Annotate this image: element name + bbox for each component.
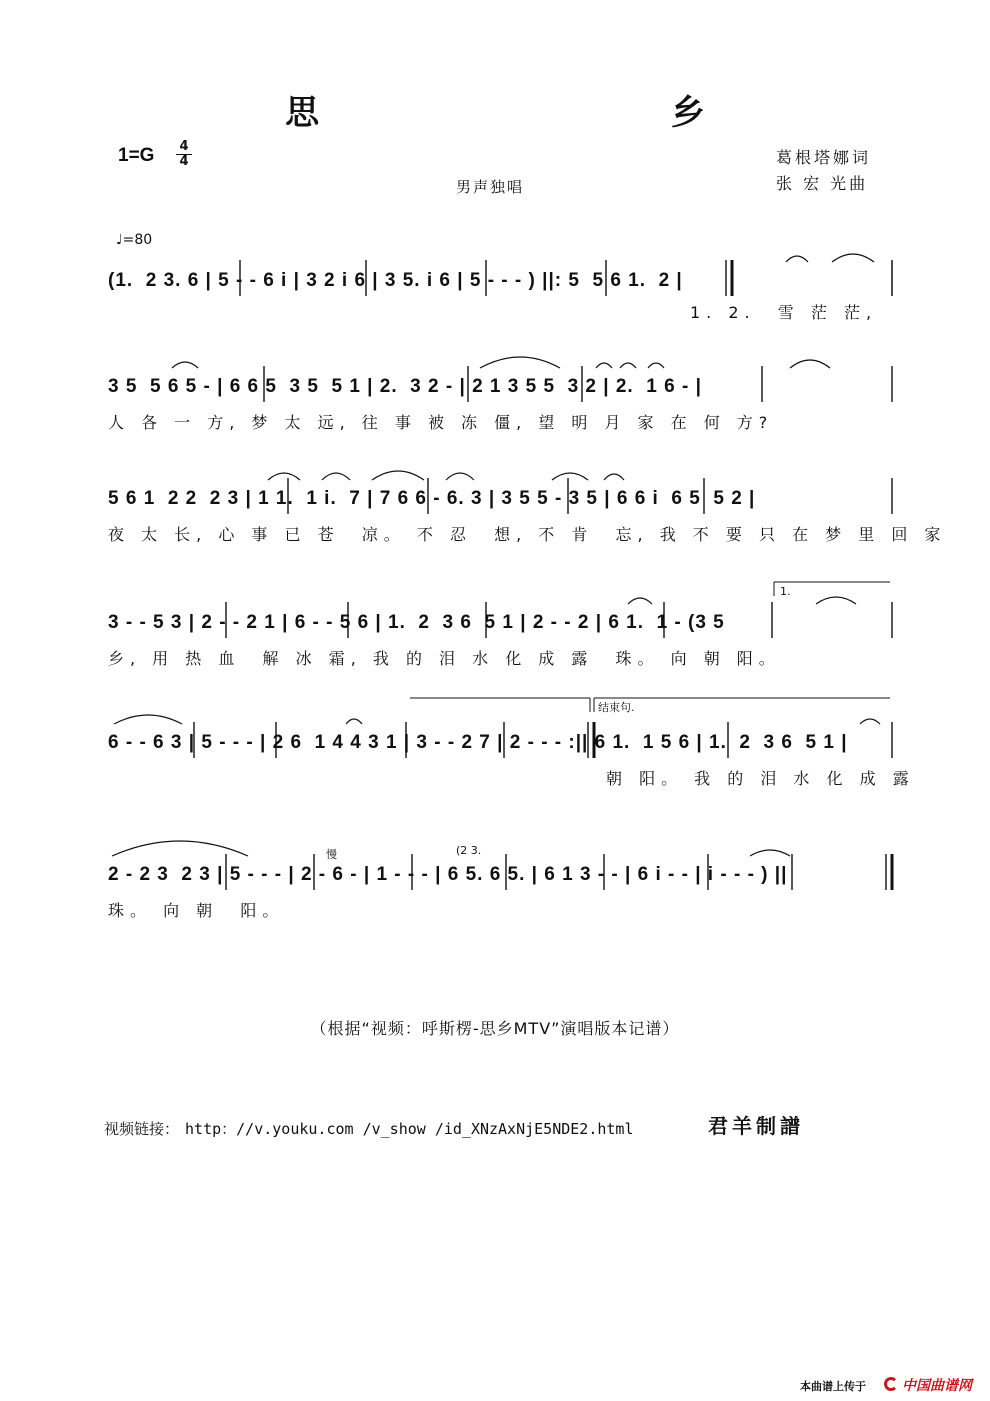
- volta-1-label: 1.: [780, 585, 791, 598]
- grace-notes: (2 3.: [456, 844, 482, 857]
- score-line-6: [108, 844, 787, 920]
- upload-text: 本曲谱上传于: [800, 1380, 866, 1393]
- score-line-3-notes: 5 6 1 2 2 2 3 | 1 1. 1 i. 7 | 7 6 6 - 6. 3 | 3 5 5 - 3 5 | 6 6 i 6 5 5 2 |: [108, 488, 756, 509]
- tempo-marking: ♩=80: [116, 232, 153, 248]
- score-line-1: [108, 260, 892, 322]
- barlines: [194, 260, 892, 890]
- source-note: （根据“视频：呼斯楞-思乡MTV”演唱版本记谱）: [310, 1019, 680, 1038]
- score-line-1-lyrics: 1. 2. 雪 茫 茫,: [690, 303, 878, 322]
- score-line-6-lyrics: 珠。 向 朝 阳。: [108, 901, 285, 920]
- score-line-2-notes: 3 5 5 6 5 - | 6 6 5 3 5 5 1 | 2. 3 2 - | 2 1 3 5 5 3 2 | 2. 1 6 - |: [108, 376, 702, 397]
- site-logo-icon: [884, 1377, 898, 1391]
- transcriber-signature: 君羊制譜: [708, 1114, 804, 1138]
- video-link: [104, 1118, 634, 1139]
- score-line-4-lyrics: 乡, 用 热 血 解 冰 霜, 我 的 泪 水 化 成 露 珠。 向 朝 阳。: [108, 649, 781, 668]
- lyricist-credit: 葛根塔娜词: [776, 148, 872, 167]
- score-line-2-lyrics: 人 各 一 方, 梦 太 远, 往 事 被 冻 僵, 望 明 月 家 在 何 方?: [108, 413, 774, 432]
- slow-marking: 慢: [326, 848, 337, 861]
- score-line-2: [108, 376, 773, 432]
- video-link-label: 视频链接：: [104, 1120, 180, 1138]
- coda-label: 结束句.: [598, 701, 635, 714]
- score-line-3-lyrics: 夜 太 长, 心 事 已 苍 凉。 不 忍 想, 不 肯 忘, 我 不 要 只 在 梦 里 回 家: [108, 525, 947, 544]
- score-line-1-notes: (1. 2 3. 6 | 5 - - 6 i | 3 2 i 6 | 3 5. i 6 | 5 - - - ) ||: 5 5 6 1. 2 |: [108, 270, 683, 291]
- site-logo-name: 中国曲谱网: [902, 1378, 972, 1394]
- slur-arcs: [112, 254, 880, 856]
- score-line-5: [108, 698, 915, 788]
- site-logo[interactable]: [884, 1374, 982, 1394]
- composer-credit: 张 宏 光曲: [776, 174, 869, 193]
- time-signature-top: 4: [176, 140, 192, 155]
- score-line-5-notes: 6 - - 6 3 | 5 - - - | 2 6 1 4 4 3 1 | 3 - - 2 7 | 2 - - - :|| 6 1. 1 5 6 | 1. 2 3 6 5 1 |: [108, 732, 848, 753]
- key-signature: 1=G: [118, 145, 155, 166]
- score-line-5-lyrics: 朝 阳。 我 的 泪 水 化 成 露: [606, 769, 915, 788]
- song-title: 思 乡: [285, 93, 875, 133]
- score-line-3: [108, 488, 946, 544]
- video-link-url[interactable]: http：//v.youku.com /v_show /id_XNzAxNjE5NDE2.html: [185, 1120, 634, 1138]
- score-line-4-notes: 3 - - 5 3 | 2 - - 2 1 | 6 - - 5 6 | 1. 2 3 6 5 1 | 2 - - 2 | 6 1. 1 - (3 5: [108, 612, 725, 633]
- score-line-6-notes: 2 - 2 3 2 3 | 5 - - - | 2 - 6 - | 1 - - - | 6 5. 6 5. | 6 1 3 - - | 6 i - - | i - - - ) ||: [108, 864, 788, 885]
- performer-label: 男声独唱: [456, 178, 525, 196]
- time-signature-bottom: 4: [179, 154, 189, 169]
